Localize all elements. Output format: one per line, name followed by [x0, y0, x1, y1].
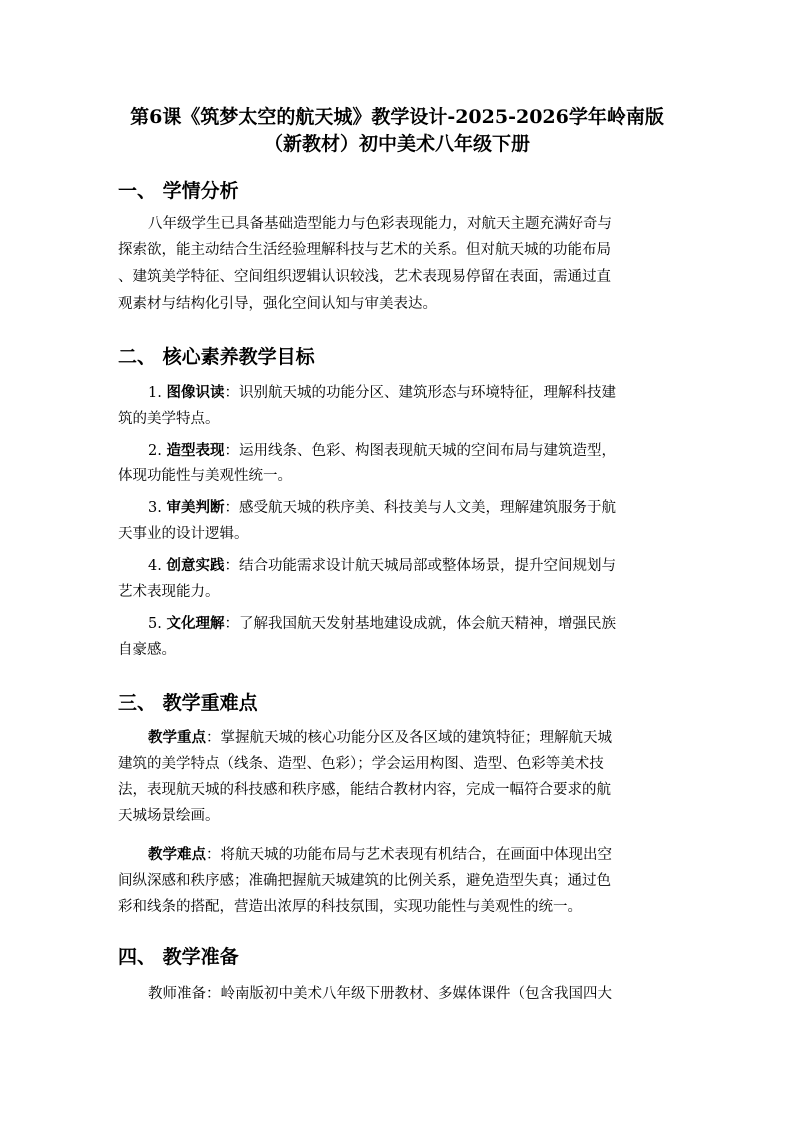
goal-text: ：结合功能需求设计航天城局部或整体场景，提升空间规划与	[224, 558, 616, 574]
goal-text-cont: 天事业的设计逻辑。	[118, 526, 249, 542]
goal-text-cont: 筑的美学特点。	[118, 411, 220, 427]
goal-number: 5.	[148, 616, 162, 632]
section-heading-preparation: 四、 教学准备	[118, 946, 239, 968]
paragraph-line: 彩和线条的搭配，营造出浓厚的科技氛围，实现功能性与美观性的统一。	[118, 899, 582, 915]
difficulty-text: ：将航天城的功能布局与艺术表现有机结合，在画面中体现出空	[206, 847, 612, 863]
goal-text-cont: 自豪感。	[118, 642, 176, 658]
goal-text: ：了解我国航天发射基地建设成就，体会航天精神，增强民族	[224, 616, 616, 632]
section-heading-core-goals: 二、 核心素养教学目标	[118, 346, 315, 368]
goal-number: 4.	[148, 558, 162, 574]
goal-label: 造型表现	[166, 442, 225, 459]
goal-label: 创意实践	[166, 557, 225, 574]
difficulty-label: 教学难点	[148, 846, 206, 863]
paragraph-line: 法，表现航天城的科技感和秩序感，能结合教材内容，完成一幅符合要求的航	[118, 782, 611, 798]
goal-item	[148, 556, 616, 576]
key-point-paragraph	[148, 728, 612, 748]
goal-item	[148, 441, 616, 461]
paragraph-line: 、建筑美学特征、空间组织逻辑认识较浅，艺术表现易停留在表面，需通过直	[118, 269, 611, 285]
document-title-line1: 第6课《筑梦太空的航天城》教学设计-2025-2026学年岭南版	[130, 106, 664, 128]
paragraph-line: 观素材与结构化引导，强化空间认知与审美表达。	[118, 296, 437, 312]
goal-text: ：识别航天城的功能分区、建筑形态与环境特征，理解科技建	[224, 385, 616, 401]
paragraph-line: 间纵深感和秩序感；准确把握航天城建筑的比例关系，避免造型失真；通过色	[118, 873, 611, 889]
goal-text-cont: 体现功能性与美观性统一。	[118, 468, 292, 484]
goal-number: 2.	[148, 443, 162, 459]
key-point-label: 教学重点	[148, 729, 206, 746]
section-heading-key-points: 三、 教学重难点	[118, 692, 258, 714]
goal-number: 3.	[148, 500, 162, 516]
goal-number: 1.	[148, 385, 162, 401]
paragraph-line: 教师准备：岭南版初中美术八年级下册教材、多媒体课件（包含我国四大	[148, 986, 612, 1002]
paragraph-line: 建筑的美学特点（线条、造型、色彩）；学会运用构图、造型、色彩等美术技	[118, 756, 604, 772]
goal-item	[148, 498, 616, 518]
goal-text-cont: 艺术表现能力。	[118, 584, 220, 600]
difficulty-paragraph	[148, 845, 612, 865]
goal-label: 文化理解	[166, 615, 225, 632]
document-title-line2: （新教材）初中美术八年级下册	[263, 133, 530, 155]
goal-text: ：运用线条、色彩、构图表现航天城的空间布局与建筑造型，	[224, 443, 616, 459]
paragraph-line: 八年级学生已具备基础造型能力与色彩表现能力，对航天主题充满好奇与	[148, 216, 612, 232]
goal-label: 审美判断	[166, 499, 225, 516]
goal-item	[148, 383, 616, 403]
key-point-text: ：掌握航天城的核心功能分区及各区域的建筑特征；理解航天城	[206, 730, 612, 746]
goal-item	[148, 614, 616, 634]
goal-text: ：感受航天城的秩序美、科技美与人文美，理解建筑服务于航	[224, 500, 616, 516]
paragraph-line: 天城场景绘画。	[118, 808, 220, 824]
goal-label: 图像识读	[166, 384, 225, 401]
section-heading-learning-analysis: 一、 学情分析	[118, 180, 239, 202]
paragraph-line: 探索欲，能主动结合生活经验理解科技与艺术的关系。但对航天城的功能布局	[118, 242, 611, 258]
